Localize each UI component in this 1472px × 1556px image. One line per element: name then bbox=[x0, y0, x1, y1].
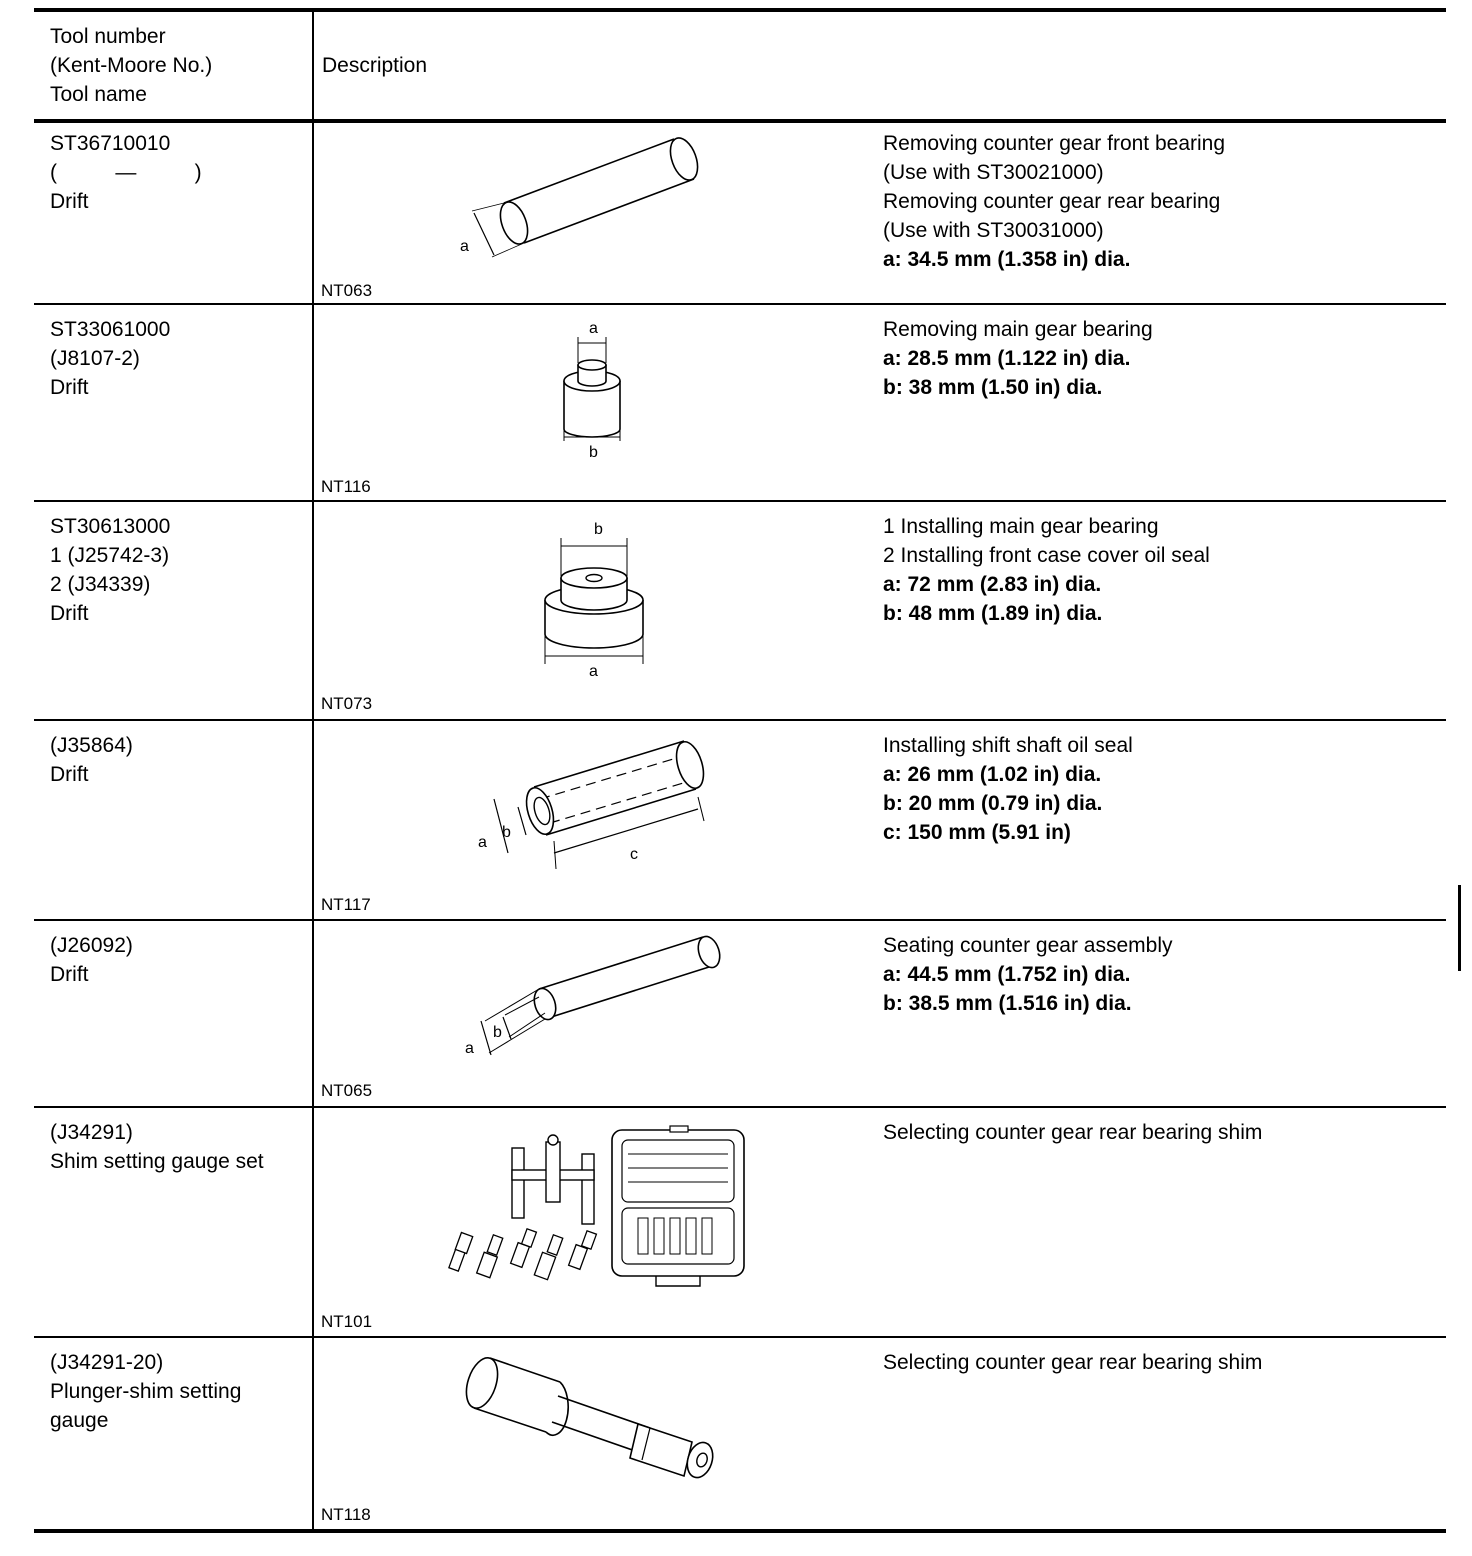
row-divider bbox=[34, 719, 1446, 721]
description-line: 1 Installing main gear bearing bbox=[883, 515, 1159, 538]
description-line: Seating counter gear assembly bbox=[883, 934, 1173, 957]
spec-line: c: 150 mm (5.91 in) bbox=[883, 821, 1071, 844]
dimension-label-b: b bbox=[594, 521, 603, 538]
tool-name: Drift bbox=[50, 190, 89, 213]
tool-info bbox=[50, 129, 202, 216]
dimension-label-b: b bbox=[493, 1024, 502, 1041]
tool-name: gauge bbox=[50, 1409, 109, 1432]
description-line: 2 Installing front case cover oil seal bbox=[883, 544, 1210, 567]
header-rule bbox=[34, 119, 1446, 123]
tool-name: Drift bbox=[50, 763, 89, 786]
row-divider bbox=[34, 303, 1446, 305]
kent-moore-number: 1 (J25742-3) bbox=[50, 544, 170, 567]
table-header bbox=[34, 22, 1446, 117]
description bbox=[883, 129, 1225, 274]
drift-tube-icon bbox=[460, 133, 714, 263]
row-divider bbox=[34, 1106, 1446, 1108]
description bbox=[883, 1348, 1262, 1377]
dimension-label-a: a bbox=[589, 320, 598, 337]
kent-moore-number: 2 (J34339) bbox=[50, 573, 151, 596]
description-line: Selecting counter gear rear bearing shim bbox=[883, 1121, 1263, 1144]
table-row bbox=[34, 129, 1446, 303]
description bbox=[883, 512, 1210, 628]
description-line: Selecting counter gear rear bearing shim bbox=[883, 1351, 1263, 1374]
stepped-drift-icon bbox=[554, 317, 654, 462]
header-line: Tool name bbox=[50, 83, 147, 106]
header-col2: Description bbox=[322, 54, 428, 77]
kent-moore-number: (J8107-2) bbox=[50, 347, 140, 370]
kent-moore-number: (J26092) bbox=[50, 934, 133, 957]
description bbox=[883, 1118, 1262, 1147]
header-line: (Kent-Moore No.) bbox=[50, 54, 213, 77]
table-row bbox=[34, 1118, 1446, 1336]
description bbox=[883, 731, 1133, 847]
dimension-label-b: b bbox=[589, 444, 598, 461]
description-line: Installing shift shaft oil seal bbox=[883, 734, 1133, 757]
description-line: (Use with ST30031000) bbox=[883, 219, 1104, 242]
top-rule bbox=[34, 8, 1446, 12]
tool-info bbox=[50, 512, 170, 628]
tool-info bbox=[50, 1118, 264, 1176]
description bbox=[883, 931, 1173, 1018]
dimension-label-a: a bbox=[465, 1040, 474, 1057]
table-row bbox=[34, 931, 1446, 1106]
dimension-label-a: a bbox=[589, 663, 598, 680]
description-line: (Use with ST30021000) bbox=[883, 161, 1104, 184]
hollow-drift-icon bbox=[474, 735, 734, 875]
disc-drift-icon bbox=[539, 516, 659, 681]
kent-moore-number: ( — ) bbox=[50, 161, 202, 184]
spec-line: a: 26 mm (1.02 in) dia. bbox=[883, 763, 1102, 786]
tool-number: ST30613000 bbox=[50, 515, 171, 538]
figure-code: NT073 bbox=[321, 694, 373, 713]
description-line: Removing counter gear front bearing bbox=[883, 132, 1226, 155]
table-row bbox=[34, 512, 1446, 719]
tool-number: ST36710010 bbox=[50, 132, 171, 155]
spec-line: a: 44.5 mm (1.752 in) dia. bbox=[883, 963, 1131, 986]
tool-number: ST33061000 bbox=[50, 318, 171, 341]
description bbox=[883, 315, 1153, 402]
spec-line: a: 34.5 mm (1.358 in) dia. bbox=[883, 248, 1131, 271]
dimension-label-b: b bbox=[502, 824, 511, 841]
spec-line: a: 28.5 mm (1.122 in) dia. bbox=[883, 347, 1131, 370]
tool-name: Drift bbox=[50, 602, 89, 625]
tool-info bbox=[50, 731, 133, 789]
spec-line: b: 38 mm (1.50 in) dia. bbox=[883, 376, 1103, 399]
figure-code: NT117 bbox=[321, 895, 371, 914]
description-line: Removing main gear bearing bbox=[883, 318, 1153, 341]
kent-moore-number: (J34291) bbox=[50, 1121, 133, 1144]
tool-info bbox=[50, 1348, 241, 1435]
spec-line: b: 38.5 mm (1.516 in) dia. bbox=[883, 992, 1132, 1015]
header-line: Tool number bbox=[50, 25, 166, 48]
tool-name: Shim setting gauge set bbox=[50, 1150, 264, 1173]
row-divider bbox=[34, 500, 1446, 502]
spec-line: b: 20 mm (0.79 in) dia. bbox=[883, 792, 1103, 815]
figure-code: NT063 bbox=[321, 281, 373, 300]
figure-code: NT065 bbox=[321, 1081, 373, 1100]
gauge-set-case-icon bbox=[442, 1126, 752, 1294]
spec-line: b: 48 mm (1.89 in) dia. bbox=[883, 602, 1103, 625]
row-divider bbox=[34, 919, 1446, 921]
kent-moore-number: (J34291-20) bbox=[50, 1351, 164, 1374]
figure-code: NT116 bbox=[321, 477, 371, 496]
page-edge-mark bbox=[1458, 885, 1461, 971]
plunger-gauge-icon bbox=[460, 1352, 730, 1492]
dimension-label-a: a bbox=[478, 834, 487, 851]
description-line: Removing counter gear rear bearing bbox=[883, 190, 1221, 213]
table-row bbox=[34, 315, 1446, 500]
figure-code: NT118 bbox=[321, 1505, 371, 1524]
spec-line: a: 72 mm (2.83 in) dia. bbox=[883, 573, 1102, 596]
tool-name: Drift bbox=[50, 963, 89, 986]
tool-name: Plunger-shim setting bbox=[50, 1380, 242, 1403]
tool-name: Drift bbox=[50, 376, 89, 399]
table-row bbox=[34, 1348, 1446, 1529]
header-col1 bbox=[50, 22, 212, 109]
dimension-label-a: a bbox=[460, 238, 469, 255]
bottom-rule bbox=[34, 1529, 1446, 1533]
row-divider bbox=[34, 1336, 1446, 1338]
dimension-label-c: c bbox=[630, 846, 638, 863]
table-row bbox=[34, 731, 1446, 919]
pipe-drift-icon bbox=[459, 933, 734, 1063]
kent-moore-number: (J35864) bbox=[50, 734, 133, 757]
tool-info bbox=[50, 931, 133, 989]
figure-code: NT101 bbox=[321, 1312, 373, 1331]
tool-info bbox=[50, 315, 170, 402]
